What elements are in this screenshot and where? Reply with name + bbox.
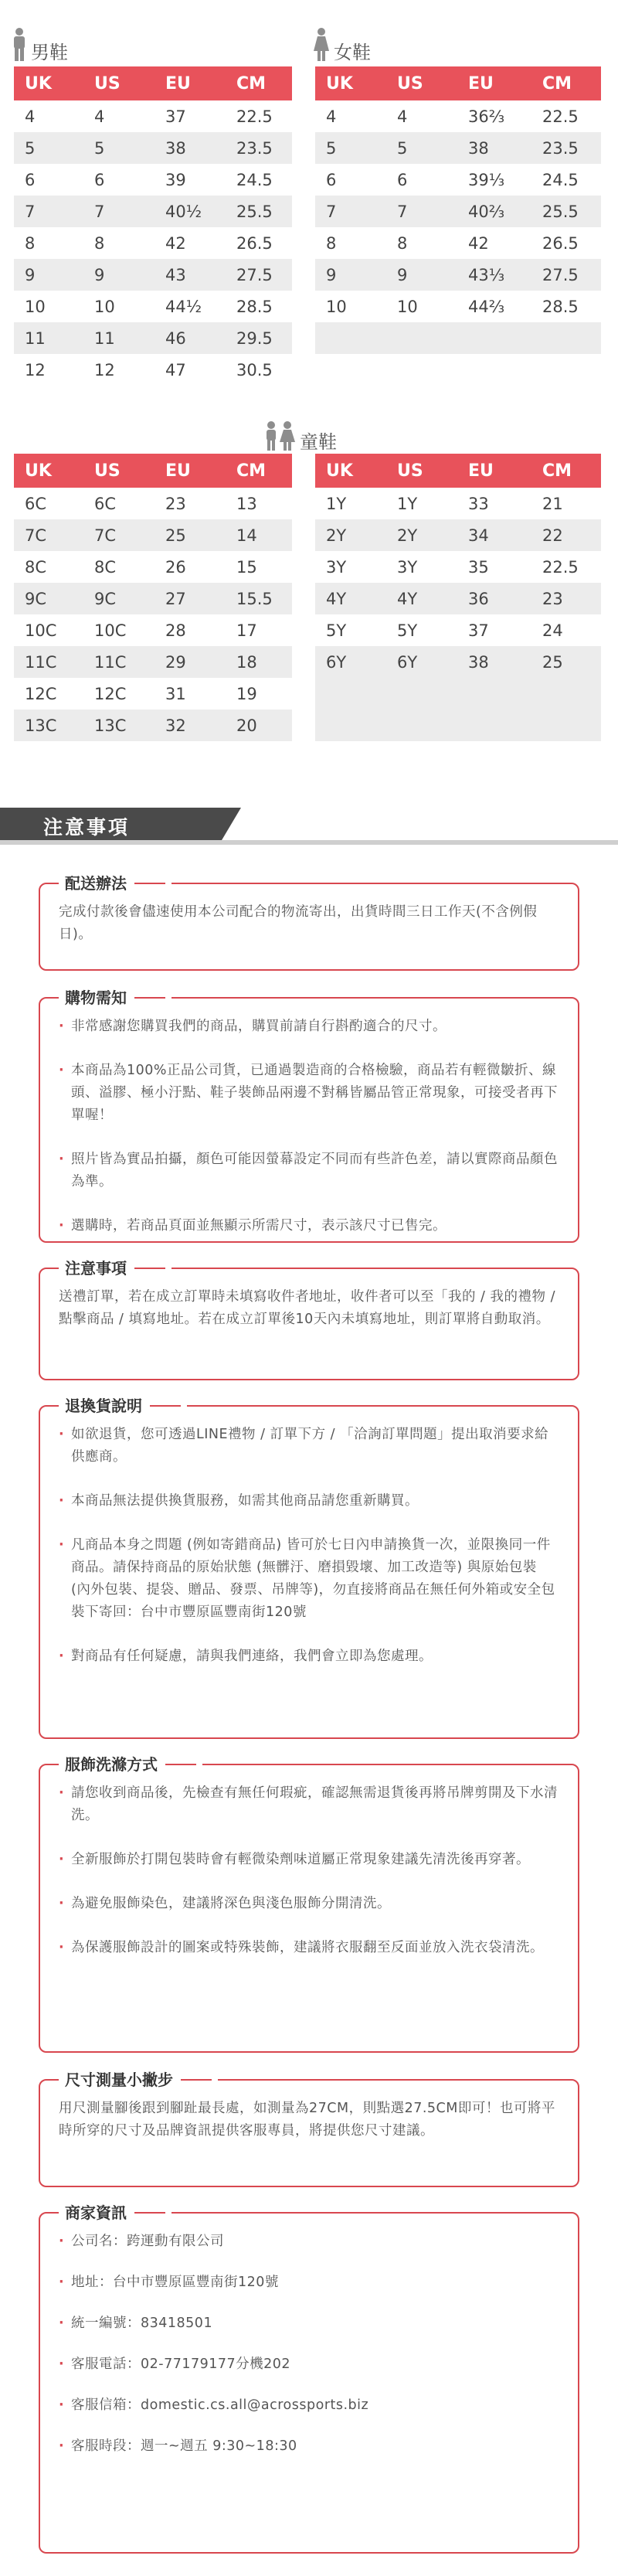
- table-cell: 4Y: [386, 583, 457, 614]
- table-cell: 21: [542, 494, 563, 513]
- table-cell: 24: [542, 621, 563, 640]
- table-row-empty: [315, 678, 601, 710]
- merchant-title-text: 商家資訊: [65, 2203, 127, 2222]
- table-cell: 46: [154, 322, 226, 354]
- table-cell: 38: [154, 132, 226, 164]
- table-cell: 2Y: [315, 519, 386, 551]
- table-cell: 24.5: [542, 170, 579, 189]
- table-cell: 27.5: [226, 259, 292, 291]
- table-header-row: [315, 454, 601, 488]
- table-cell: 6: [25, 170, 36, 189]
- table-cell: 25: [154, 519, 226, 551]
- list-item: · 客服電話：02-77179177分機202: [59, 2353, 559, 2376]
- measure-text: 用尺測量腳後跟到腳趾最長處，如測量為27CM，則點選27.5CM即可！也可將平時所穿的尺寸及品牌資訊提供客服專員，將提供您尺寸建議。: [59, 2101, 555, 2139]
- table-cell: 11: [83, 322, 154, 354]
- table-cell: 39⅓: [468, 170, 505, 189]
- attention-title: [59, 1257, 171, 1279]
- table-cell: 5: [386, 132, 457, 164]
- table-cell: 9: [386, 259, 457, 291]
- table-cell: 1Y: [326, 494, 347, 513]
- table-cell: 22.5: [542, 557, 579, 577]
- table-cell: 25: [531, 646, 601, 678]
- returns-title: [59, 1395, 187, 1417]
- laundry-card: [39, 1755, 579, 2053]
- column-header: US: [83, 66, 154, 100]
- table-cell: 8C: [94, 557, 117, 577]
- table-cell: 11: [14, 322, 83, 354]
- table-cell: 18: [226, 646, 292, 678]
- table-cell: 10C: [94, 621, 127, 640]
- title-dash: [134, 1268, 165, 1269]
- table-cell: 9: [315, 259, 386, 291]
- table-row: [315, 227, 601, 259]
- table-cell: 7C: [83, 519, 154, 551]
- table-cell: 2Y: [386, 519, 457, 551]
- table-cell: 42: [468, 233, 489, 253]
- table-cell: 6C: [94, 494, 117, 513]
- table-cell: 9C: [83, 583, 154, 614]
- table-cell: 6C: [25, 494, 47, 513]
- table-cell: 35: [468, 557, 489, 577]
- table-row: [14, 100, 292, 132]
- table-row: [315, 100, 601, 132]
- purchase-card: [39, 989, 579, 1243]
- list-item: · 照片皆為實品拍攝，顏色可能因螢幕設定不同而有些許色差，請以實際商品顏色為準。: [59, 1148, 559, 1193]
- title-dash: [134, 997, 165, 999]
- table-cell: 26.5: [236, 233, 273, 253]
- table-cell: 7: [14, 196, 83, 227]
- table-cell: 4: [397, 107, 408, 126]
- table-cell: 13C: [14, 710, 83, 741]
- table-cell: 13C: [83, 710, 154, 741]
- table-cell: 5: [14, 132, 83, 164]
- women-size-title: [312, 28, 371, 62]
- table-row: [315, 291, 601, 322]
- notice-title: 注意事項: [43, 816, 131, 839]
- table-cell: 28: [165, 621, 186, 640]
- list-item: · 本商品為100%正品公司貨，已通過製造商的合格檢驗，商品若有輕微皺折、線頭、溢膠、極小汙點、鞋子裝飾品兩邊不對稱皆屬品管正常現象，可接受者再下單喔！: [59, 1060, 559, 1127]
- table-cell: 7C: [14, 519, 83, 551]
- purchase-title: [59, 987, 171, 1009]
- table-row: [14, 614, 292, 646]
- table-row: [315, 646, 601, 678]
- merchant-title: [59, 2202, 171, 2224]
- table-row: [14, 551, 292, 583]
- column-header: UK: [315, 454, 386, 488]
- table-cell: 22.5: [542, 107, 579, 126]
- table-cell: 3Y: [397, 557, 418, 577]
- table-cell: 37: [165, 107, 186, 126]
- table-cell: 5: [315, 132, 386, 164]
- table-cell: 12: [94, 360, 115, 379]
- purchase-list: [59, 1016, 559, 1237]
- table-row: [14, 678, 292, 710]
- laundry-list: [59, 1782, 559, 1959]
- table-cell: 15.5: [226, 583, 292, 614]
- table-cell: 13: [236, 494, 257, 513]
- column-header: CM: [226, 66, 292, 100]
- title-dash: [150, 1405, 181, 1407]
- list-item: · 本商品無法提供換貨服務，如需其他商品請您重新購買。: [59, 1490, 559, 1513]
- table-cell-empty: [315, 710, 601, 741]
- table-cell: 6Y: [386, 646, 457, 678]
- table-cell: 12: [25, 360, 46, 379]
- kids-size-table-y: [315, 454, 601, 741]
- table-cell: 37: [468, 621, 489, 640]
- list-item: · 客服時段：週一~週五 9:30~18:30: [59, 2435, 559, 2458]
- table-cell: 12C: [94, 684, 127, 703]
- attention-text: 送禮訂單，若在成立訂單時未填寫收件者地址，收件者可以至「我的 / 我的禮物 / 點擊商品 / 填寫地址。若在成立訂單後10天內未填寫地址，則訂單將自動取消。: [59, 1289, 555, 1327]
- table-cell: 25.5: [531, 196, 601, 227]
- kids-size-table-c: [14, 454, 292, 741]
- shipping-title-text: 配送辦法: [65, 874, 127, 893]
- table-row: [315, 132, 601, 164]
- table-row: [315, 164, 601, 196]
- table-row: [14, 132, 292, 164]
- table-cell: 4: [326, 107, 337, 126]
- purchase-title-text: 購物需知: [65, 989, 127, 1007]
- table-cell: 36: [457, 583, 531, 614]
- table-cell: 5Y: [397, 621, 418, 640]
- list-item: · 非常感謝您購買我們的商品，購買前請自行斟酌適合的尺寸。: [59, 1016, 559, 1038]
- table-cell: 23.5: [226, 132, 292, 164]
- table-cell: 6: [326, 170, 337, 189]
- shipping-card: [39, 874, 579, 971]
- table-cell: 36⅔: [468, 107, 505, 126]
- column-header: UK: [14, 454, 83, 488]
- table-cell: 20: [226, 710, 292, 741]
- column-header: US: [83, 454, 154, 488]
- measure-card: [39, 2071, 579, 2187]
- table-cell: 6: [94, 170, 105, 189]
- returns-list: [59, 1424, 559, 1668]
- title-dash: [134, 2212, 165, 2214]
- table-cell: 10: [326, 297, 347, 316]
- table-cell: 11C: [14, 646, 83, 678]
- returns-title-text: 退換貨說明: [65, 1397, 142, 1415]
- table-cell: 10: [94, 297, 115, 316]
- table-cell: 33: [468, 494, 489, 513]
- table-cell-empty: [315, 322, 601, 354]
- attention-title-text: 注意事項: [65, 1259, 127, 1278]
- table-cell: 27: [154, 583, 226, 614]
- table-cell: 40½: [154, 196, 226, 227]
- table-cell: 7: [386, 196, 457, 227]
- table-cell: 5Y: [326, 621, 347, 640]
- list-item: · 全新服飾於打開包裝時會有輕微染劑味道屬正常現象建議先清洗後再穿著。: [59, 1849, 559, 1871]
- table-cell: 24.5: [236, 170, 273, 189]
- table-cell: 47: [165, 360, 186, 379]
- list-item: · 凡商品本身之問題 (例如寄錯商品) 皆可於七日內申請換貨一次，並限換同一件商品。請保持商品的原始狀態 (無髒汙、磨損毀壞、加工改造等) 與原始包裝 (內外包裝、提袋、贈品、發票、吊牌等)，勿直接將商品在無任何外箱或安全包裝下寄回：台中市豐原區豐南街120號: [59, 1534, 559, 1624]
- title-dash: [134, 883, 165, 884]
- table-cell: 27.5: [531, 259, 601, 291]
- list-item: · 客服信箱：domestic.cs.all@acrossports.biz: [59, 2394, 559, 2417]
- column-header: UK: [14, 66, 83, 100]
- table-cell: 30.5: [236, 360, 273, 379]
- women-size-table: [315, 66, 601, 354]
- table-row-empty: [315, 710, 601, 741]
- men-size-table: [14, 66, 292, 386]
- table-cell: 23.5: [531, 132, 601, 164]
- attention-card: [39, 1259, 579, 1380]
- table-cell: 8: [397, 233, 408, 253]
- returns-card: [39, 1397, 579, 1739]
- table-cell: 4Y: [315, 583, 386, 614]
- table-cell: 44⅔: [468, 297, 505, 316]
- kids-title: 童鞋: [300, 431, 337, 453]
- table-cell: 19: [236, 684, 257, 703]
- table-row: [315, 583, 601, 614]
- table-cell: 26.5: [542, 233, 579, 253]
- table-row: [14, 322, 292, 354]
- table-cell: 3Y: [326, 557, 347, 577]
- column-header: CM: [531, 66, 601, 100]
- title-dash: [181, 2079, 212, 2081]
- table-row: [14, 164, 292, 196]
- table-cell: 25.5: [226, 196, 292, 227]
- table-cell: 9: [14, 259, 83, 291]
- kids-size-title: [263, 417, 337, 451]
- table-cell: 26: [165, 557, 186, 577]
- column-header: UK: [315, 66, 386, 100]
- column-header: US: [386, 454, 457, 488]
- table-cell: 8: [25, 233, 36, 253]
- kids-icon: [263, 420, 297, 451]
- laundry-title-text: 服飾洗滌方式: [65, 1755, 158, 1774]
- table-cell: 10C: [25, 621, 57, 640]
- table-cell: 34: [457, 519, 531, 551]
- table-row: [14, 227, 292, 259]
- table-cell: 40⅔: [457, 196, 531, 227]
- column-header: CM: [226, 454, 292, 488]
- table-row: [14, 354, 292, 386]
- table-row: [14, 519, 292, 551]
- table-cell: 22.5: [236, 107, 273, 126]
- table-cell: 8: [94, 233, 105, 253]
- table-cell: 14: [226, 519, 292, 551]
- list-item: · 為避免服飾染色，建議將深色與淺色服飾分開清洗。: [59, 1893, 559, 1915]
- table-cell: 12C: [25, 684, 57, 703]
- table-cell: 10: [25, 297, 46, 316]
- table-cell: 43: [154, 259, 226, 291]
- column-header: EU: [154, 454, 226, 488]
- list-item: · 選購時，若商品頁面並無顯示所需尺寸，表示該尺寸已售完。: [59, 1215, 559, 1237]
- list-item: · 如欲退貨，您可透過LINE禮物 / 訂單下方 / 「洽詢訂單問題」提出取消要求給供應商。: [59, 1424, 559, 1468]
- table-row: [14, 291, 292, 322]
- measure-title: [59, 2069, 218, 2091]
- table-row: [315, 488, 601, 519]
- table-cell: 7: [315, 196, 386, 227]
- table-cell: 31: [165, 684, 186, 703]
- column-header: CM: [531, 454, 601, 488]
- table-cell: 23: [165, 494, 186, 513]
- list-item: · 地址：台中市豐原區豐南街120號: [59, 2271, 559, 2294]
- table-cell-empty: [315, 678, 601, 710]
- notice-divider: [0, 840, 618, 845]
- table-cell: 4: [25, 107, 36, 126]
- list-item: · 統一編號：83418501: [59, 2312, 559, 2335]
- table-cell: 39: [165, 170, 186, 189]
- list-item: · 請您收到商品後，先檢查有無任何瑕疵，確認無需退貨後再將吊牌剪開及下水清洗。: [59, 1782, 559, 1827]
- table-header-row: [315, 66, 601, 100]
- table-cell: 7: [83, 196, 154, 227]
- table-cell: 38: [457, 132, 531, 164]
- table-cell: 42: [165, 233, 186, 253]
- list-item: · 對商品有任何疑慮，請與我們連絡，我們會立即為您處理。: [59, 1645, 559, 1668]
- shipping-title: [59, 873, 171, 894]
- table-row: [315, 519, 601, 551]
- table-cell: 9: [83, 259, 154, 291]
- title-dash: [165, 1764, 196, 1765]
- table-row: [14, 259, 292, 291]
- table-cell: 9C: [14, 583, 83, 614]
- table-cell: 44½: [165, 297, 202, 316]
- merchant-list: [59, 2231, 559, 2458]
- men-title: 男鞋: [31, 42, 68, 63]
- men-size-title: [11, 28, 68, 62]
- table-header-row: [14, 66, 292, 100]
- list-item: · 為保護服飾設計的圖案或特殊裝飾，建議將衣服翻至反面並放入洗衣袋清洗。: [59, 1937, 559, 1959]
- table-row: [14, 488, 292, 519]
- table-header-row: [14, 454, 292, 488]
- table-row: [14, 646, 292, 678]
- table-cell: 4: [94, 107, 105, 126]
- table-cell: 8C: [25, 557, 47, 577]
- man-icon: [11, 28, 28, 62]
- laundry-title: [59, 1754, 202, 1775]
- table-cell: 6: [397, 170, 408, 189]
- table-cell: 5: [83, 132, 154, 164]
- list-item: · 公司名：跨運動有限公司: [59, 2231, 559, 2253]
- table-cell: 29: [154, 646, 226, 678]
- table-row: [14, 196, 292, 227]
- table-cell: 23: [531, 583, 601, 614]
- table-row: [315, 196, 601, 227]
- table-cell: 28.5: [542, 297, 579, 316]
- table-cell: 10: [397, 297, 418, 316]
- table-cell: 8: [326, 233, 337, 253]
- women-title: 女鞋: [334, 42, 371, 63]
- table-row: [315, 259, 601, 291]
- table-cell: 6Y: [315, 646, 386, 678]
- notice-header: [0, 808, 618, 846]
- woman-icon: [312, 28, 331, 62]
- table-row: [315, 614, 601, 646]
- table-cell: 43⅓: [457, 259, 531, 291]
- merchant-card: [39, 2203, 579, 2554]
- column-header: EU: [154, 66, 226, 100]
- table-cell: 29.5: [226, 322, 292, 354]
- table-row: [14, 583, 292, 614]
- table-cell: 38: [457, 646, 531, 678]
- table-cell: 15: [236, 557, 257, 577]
- table-cell: 1Y: [397, 494, 418, 513]
- column-header: EU: [457, 454, 531, 488]
- column-header: US: [386, 66, 457, 100]
- table-row: [14, 710, 292, 741]
- table-cell: 28.5: [236, 297, 273, 316]
- shipping-text: 完成付款後會儘速使用本公司配合的物流寄出，出貨時間三日工作天(不含例假日)。: [59, 904, 538, 942]
- table-cell: 22: [531, 519, 601, 551]
- table-row: [315, 551, 601, 583]
- table-cell: 32: [154, 710, 226, 741]
- measure-title-text: 尺寸測量小撇步: [65, 2071, 173, 2089]
- table-cell: 17: [236, 621, 257, 640]
- table-row-empty: [315, 322, 601, 354]
- table-cell: 11C: [83, 646, 154, 678]
- column-header: EU: [457, 66, 531, 100]
